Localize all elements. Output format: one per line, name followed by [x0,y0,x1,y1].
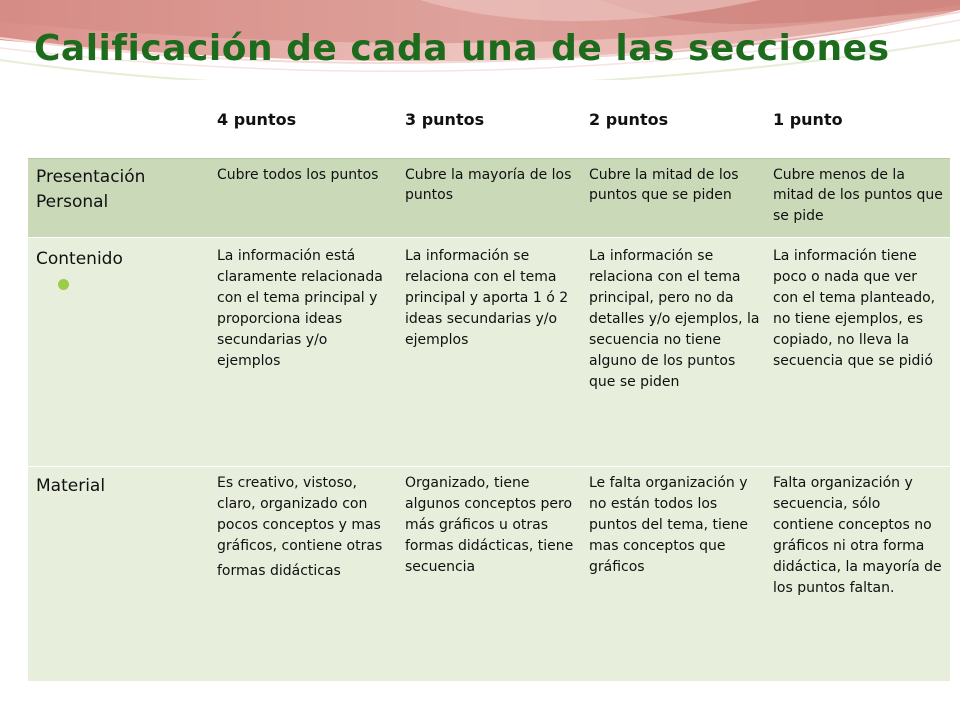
table-cell: Le falta organización y no están todos los puntos del tema, tiene mas conceptos que gráficos [583,467,767,682]
header-1-punto: 1 punto [767,80,950,159]
table-cell: La información está claramente relacionada con el tema principal y proporciona ideas secundarias y/o ejemplos [211,238,399,467]
table-cell: Falta organización y secuencia, sólo contiene conceptos no gráficos ni otra forma didáctica, la mayoría de los puntos faltan. [767,467,950,682]
header-2-puntos: 2 puntos [583,80,767,159]
table-cell: La información se relaciona con el tema principal y aporta 1 ó 2 ideas secundarias y/o ejemplos [399,238,583,467]
table-cell: Cubre la mitad de los puntos que se piden [583,159,767,238]
row-label: Contenido [36,249,123,269]
table-cell [211,467,399,682]
row-label-cell [28,238,211,467]
table-cell: La información tiene poco o nada que ver con el tema planteado, no tiene ejemplos, es copiado, no lleva la secuencia que se pidió [767,238,950,467]
bullet-dot-icon [58,279,69,290]
table-cell: La información se relaciona con el tema principal, pero no da detalles y/o ejemplos, la secuencia no tiene alguno de los puntos que se piden [583,238,767,467]
corner-cell [28,80,211,159]
header-3-puntos: 3 puntos [399,80,583,159]
cell-text-continuation: formas didácticas [217,563,341,579]
row-label: Presentación Personal [28,159,211,238]
header-row [28,80,950,159]
table-cell: Cubre todos los puntos [211,159,399,238]
cell-text: Es creativo, vistoso, claro, organizado con pocos conceptos y mas gráficos, contiene otras [217,475,383,554]
table-row-contenido [28,238,950,467]
rubric-table [28,80,950,681]
row-label: Material [28,467,211,682]
header-4-puntos: 4 puntos [211,80,399,159]
table-row-presentacion [28,159,950,238]
page-title: Calificación de cada una de las secciones [34,28,890,69]
table-cell: Cubre menos de la mitad de los puntos que se pide [767,159,950,238]
table-cell: Organizado, tiene algunos conceptos pero más gráficos u otras formas didácticas, tiene secuencia [399,467,583,682]
table-row-material [28,467,950,682]
table-cell: Cubre la mayoría de los puntos [399,159,583,238]
